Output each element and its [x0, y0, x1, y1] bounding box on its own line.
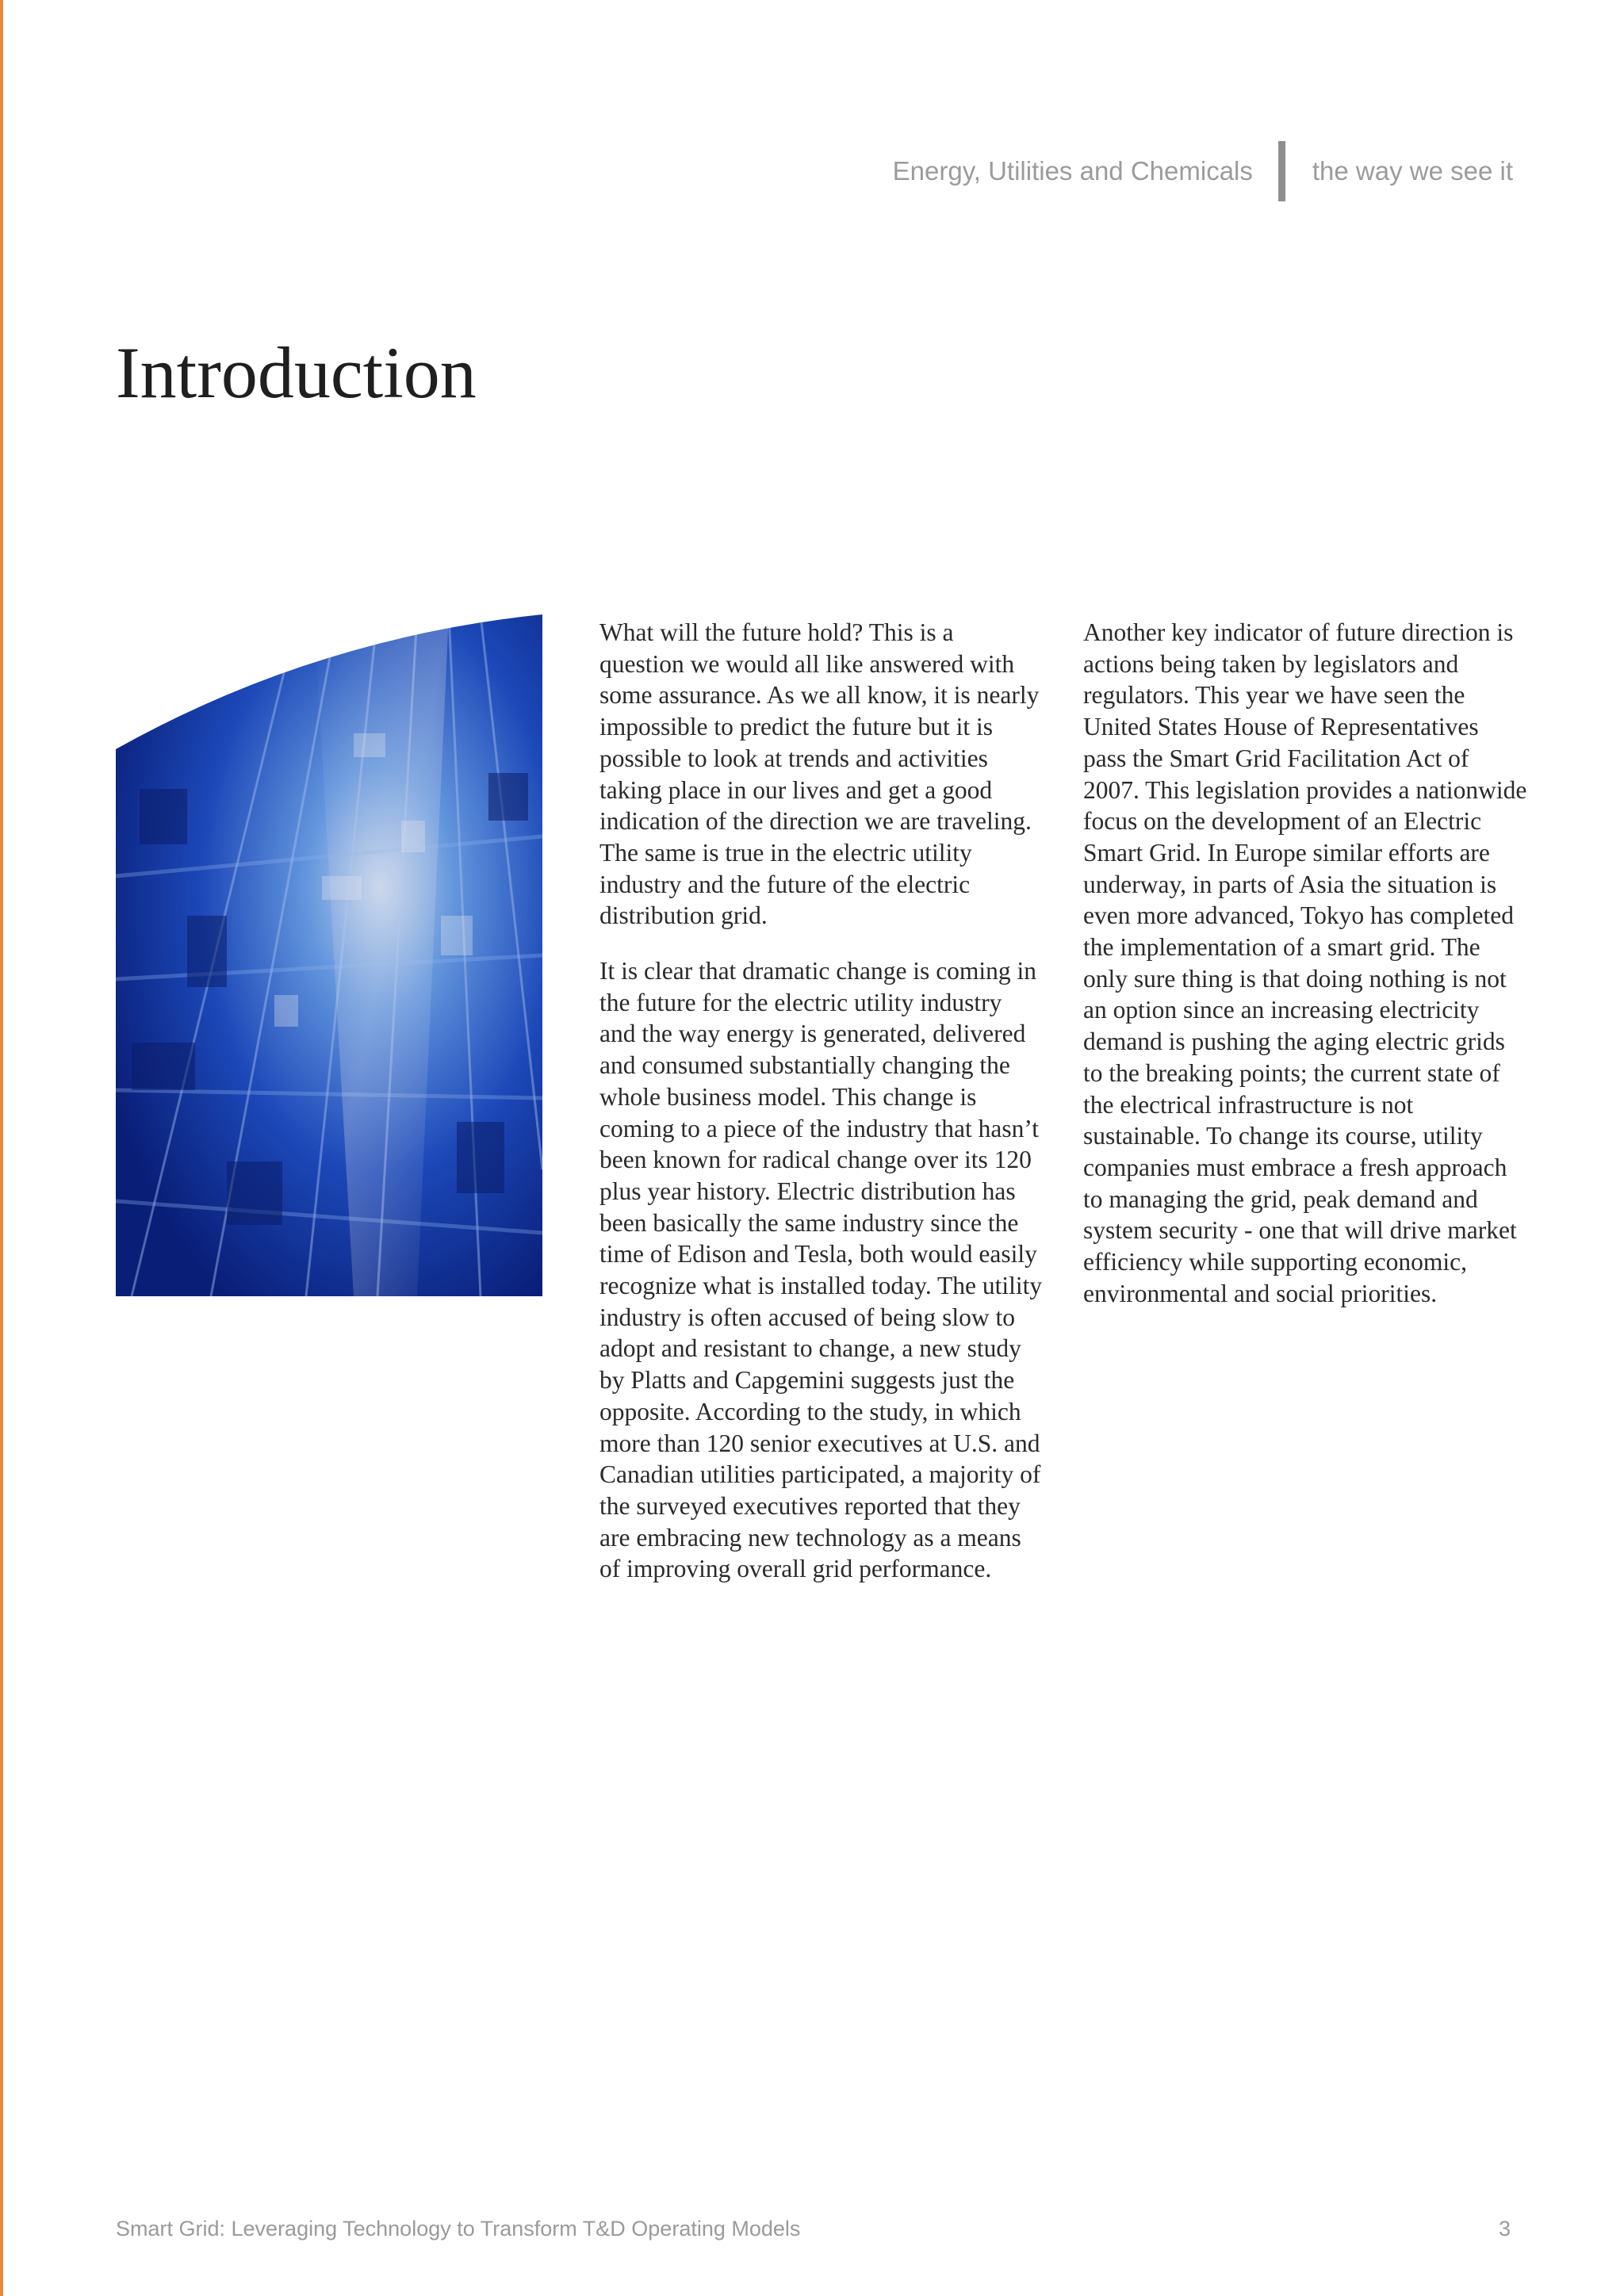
- page-title: Introduction: [116, 332, 477, 413]
- header-divider: [1278, 141, 1285, 201]
- header-section-label: Energy, Utilities and Chemicals: [892, 156, 1253, 186]
- paragraph: Another key indicator of future direction is actions being taken by legislators and regulators. This year we have seen the United States House of Representatives pass the Smart Grid Facilitation Act of 2007. This legislation provides a nationwide focus on the development of an Electric Smart Grid. In Europe similar efforts are underway, in parts of Asia the situation is even more advanced, Tokyo has completed the implementation of a smart grid. The only sure thing is that doing nothing is not an option since an increasing electricity demand is pushing the aging electric grids to the breaking points; the current state of the electrical infrastructure is not sustainable. To change its course, utility companies must embrace a fresh approach to managing the grid, peak demand and system security - one that will drive market efficiency while supporting economic, environmental and social priorities.: [1083, 618, 1527, 1307]
- paragraph: It is clear that dramatic change is coming in the future for the electric utility industry and the way energy is generated, delivered and consumed substantially changing the whole business model. This change is coming to a piece of the industry that hasn’t been known for radical change over its 120 plus year history. Electric distribution has been basically the same industry since the time of Edison and Tesla, both would easily recognize what is installed today. The utility industry is often accused of being slow to adopt and resistant to change, a new study by Platts and Capgemini suggests just the opposite. According to the study, in which more than 120 senior executives at U.S. and Canadian utilities participated, a majority of the surveyed executives reported that they are embracing new technology as a means of improving overall grid performance.: [599, 957, 1043, 1583]
- footer-document-title: Smart Grid: Leveraging Technology to Transform T&D Operating Models: [116, 2217, 801, 2241]
- text-column-left: [599, 617, 1044, 1609]
- left-accent-rule: [0, 0, 3, 2296]
- footer-page-number: 3: [1498, 2217, 1511, 2241]
- hero-image: [116, 614, 542, 1296]
- text-column-right: [1083, 617, 1527, 1333]
- header-tagline: the way we see it: [1312, 156, 1513, 186]
- paragraph: What will the future hold? This is a question we would all like answered with some assurance. As we all know, it is nearly impossible to predict the future but it is possible to look at trends and activities taking place in our lives and get a good indication of the direction we are traveling. The same is true in the electric utility industry and the future of the electric distribution grid.: [599, 618, 1040, 930]
- running-header: [893, 141, 1513, 201]
